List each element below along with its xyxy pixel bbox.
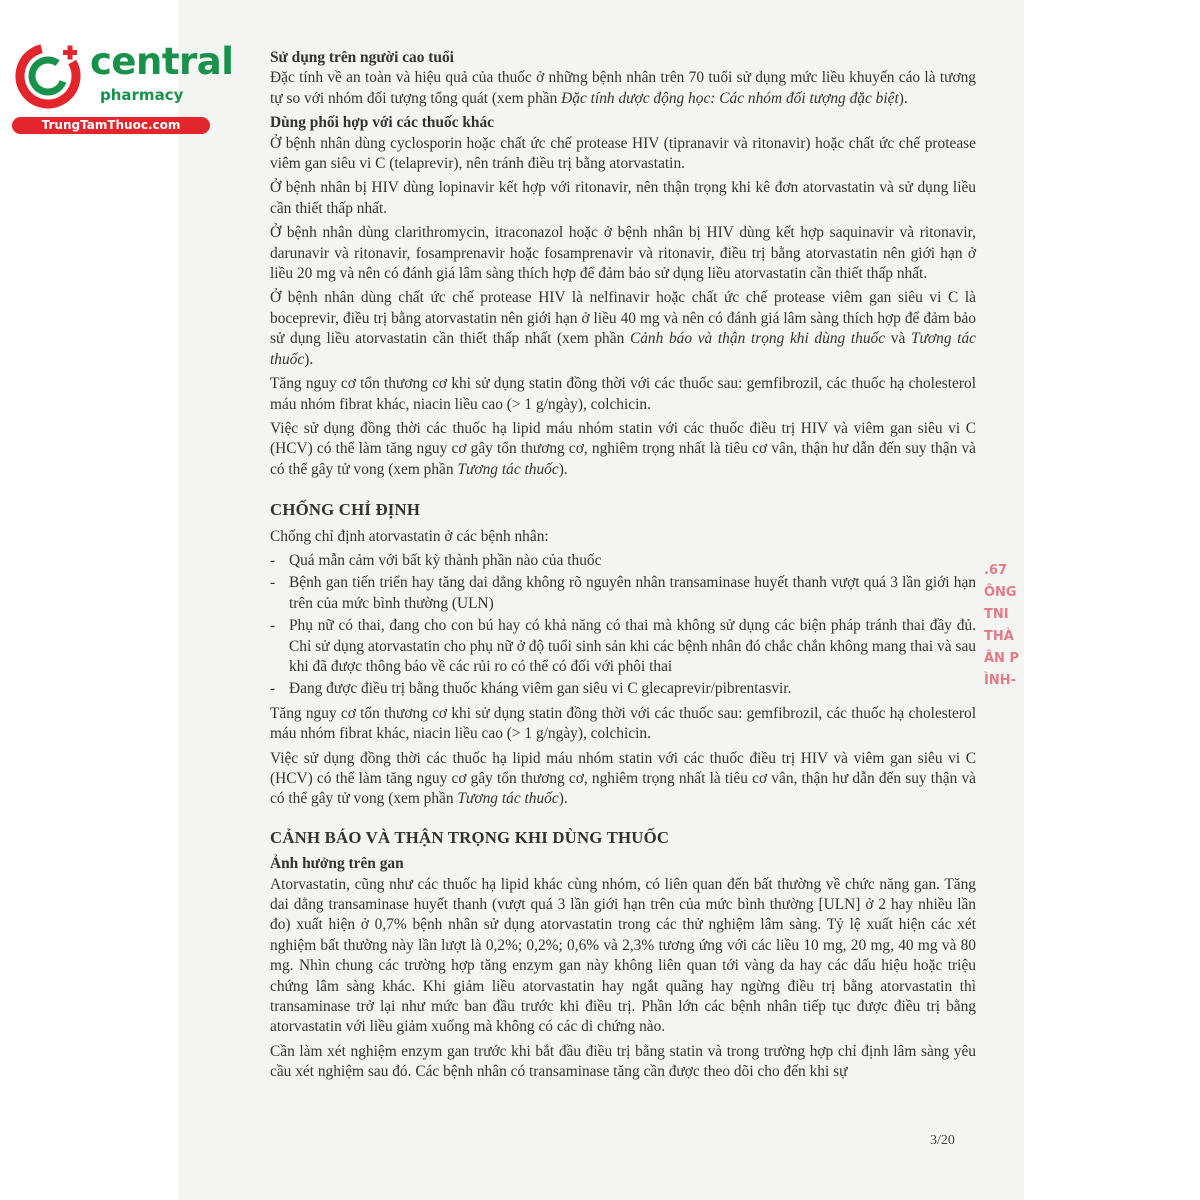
- list-item-text: Bệnh gan tiến triển hay tăng dai dẳng không rõ nguyên nhân transaminase huyết thanh vượt quá 3 lần giới hạn trên của mức bình thường (ULN): [289, 574, 976, 612]
- paragraph: Tăng nguy cơ tổn thương cơ khi sử dụng statin đồng thời với các thuốc sau: gemfibrozil, các thuốc hạ cholesterol máu nhóm fibrat khác, niacin liều cao (> 1 g/ngày), colchicin.: [270, 375, 976, 413]
- paragraph: [270, 68, 976, 109]
- list-item-text: Đang được điều trị bằng thuốc kháng viêm gan siêu vi C glecaprevir/pibrentasvir.: [289, 680, 792, 698]
- reference-link: Đặc tính dược động học: Các nhóm đối tượng đặc biệt: [561, 89, 899, 107]
- section-heading-warnings: CẢNH BÁO VÀ THẬN TRỌNG KHI DÙNG THUỐC: [270, 827, 670, 847]
- paragraph: Ở bệnh nhân bị HIV dùng lopinavir kết hợp với ritonavir, nên thận trọng khi kê đơn atorvastatin và sử dụng liều cần thiết thấp nhất.: [270, 179, 976, 217]
- dash-bullet: -: [270, 680, 276, 698]
- paragraph: Cần làm xét nghiệm enzym gan trước khi bắt đầu điều trị bằng statin và trong trường hợp chỉ định lâm sàng yêu cầu xét nghiệm sau đó. Các bệnh nhân có transaminase tăng cần được theo dõi cho đến khi sự: [270, 1042, 976, 1081]
- document-body: [270, 48, 976, 1087]
- stamp-line: ÌNH-: [984, 673, 1016, 688]
- stamp-line: ÂN P: [984, 651, 1019, 666]
- stamp-line: THÀ: [984, 629, 1014, 644]
- logo-brand-text: central: [90, 40, 234, 83]
- paragraph: [270, 749, 976, 810]
- stamp-line: ÔNG: [984, 585, 1017, 600]
- subheading-liver: Ảnh hưởng trên gan: [270, 855, 404, 873]
- paragraph: Atorvastatin, cũng như các thuốc hạ lipid khác cùng nhóm, có liên quan đến bất thường về chức năng gan. Tăng dai dẳng transaminase huyết thanh (vượt quá 3 lần giới hạn trên của mức bình thường [ULN] ở 2 hay nhiều lần đo) xuất hiện ở 0,7% bệnh nhân sử dụng atorvastatin trong các thử nghiệm lâm sàng. Tỷ lệ xuất hiện các xét nghiệm bất thường này lần lượt là 0,2%; 0,2%; 0,6% và 2,3% tương ứng với các liều 10 mg, 20 mg, 40 mg và 80 mg. Nhìn chung các trường hợp tăng enzym gan này không liên quan tới vàng da hay các dấu hiệu hoặc triệu chứng lâm sàng khác. Khi giảm liều atorvastatin hay ngắt quãng hay ngừng điều trị bằng atorvastatin thì transaminase trở lại như mức ban đầu trước khi điều trị. Phần lớn các bệnh nhân tiếp tục được điều trị bằng atorvastatin với liều giảm xuống mà không có các di chứng nào.: [270, 875, 976, 1036]
- stamp-line: TNI: [984, 607, 1009, 622]
- paragraph: Tăng nguy cơ tổn thương cơ khi sử dụng statin đồng thời với các thuốc sau: gemfibrozil, các thuốc hạ cholesterol máu nhóm fibrat khác, niacin liều cao (> 1 g/ngày), colchicin.: [270, 704, 976, 743]
- subheading-combination: Dùng phối hợp với các thuốc khác: [270, 114, 495, 132]
- list-item-text: Quá mẫn cảm với bất kỳ thành phần nào của thuốc: [289, 551, 602, 569]
- reference-link: Tương tác thuốc: [457, 790, 559, 808]
- reference-link: Tương tác thuốc: [457, 460, 559, 478]
- text: ).: [304, 350, 314, 368]
- stamp-line: .67: [984, 563, 1008, 578]
- text: Ở bệnh nhân dùng chất ức chế protease HIV là nelfinavir hoặc chất ức chế protease viêm gan siêu vi C là boceprevir, điều trị bằng atorvastatin nên giới hạn ở liều 40 mg và nên có đánh giá lâm sàng thích hợp để đảm bảo sử dụng liều atorvastatin cần thiết thấp nhất (xem phần: [270, 289, 976, 348]
- paragraph: Chống chỉ định atorvastatin ở các bệnh nhân:: [270, 527, 549, 545]
- page-number: 3/20: [930, 1133, 955, 1148]
- logo-sub-text: pharmacy: [100, 86, 184, 104]
- list-item-text: Phụ nữ có thai, đang cho con bú hay có khả năng có thai mà không sử dụng các biện pháp tránh thai đầy đủ. Chỉ sử dụng atorvastatin cho phụ nữ ở độ tuổi sinh sản khi các bệnh nhân đó chắc chắn không mang thai và sau khi đã được thông báo về các rủi ro có thể có đối với phôi thai: [289, 617, 976, 675]
- text: ).: [898, 89, 908, 107]
- logo-site-badge: TrungTamThuoc.com: [12, 117, 210, 134]
- text: ).: [558, 460, 568, 478]
- text: ).: [558, 790, 568, 808]
- list-item: [270, 551, 976, 571]
- list-item: [270, 679, 976, 699]
- section-heading-contraindications: CHỐNG CHỈ ĐỊNH: [270, 500, 421, 520]
- reference-link: Cảnh báo và thận trọng khi dùng thuốc: [629, 330, 886, 348]
- dash-bullet: -: [270, 551, 276, 569]
- paragraph: [270, 419, 976, 480]
- text: Việc sử dụng đồng thời các thuốc hạ lipid máu nhóm statin với các thuốc điều trị HIV và viêm gan siêu vi C (HCV) có thể làm tăng nguy cơ gây tổn thương cơ, nghiêm trọng nhất là tiêu cơ vân, thận hư dẫn đến suy thận và có thể gây tử vong (xem phần: [270, 419, 976, 478]
- contraindication-list: [270, 551, 976, 700]
- reference-link: Tương tác thuốc: [270, 330, 976, 368]
- red-stamp: [984, 560, 1020, 710]
- paragraph: Ở bệnh nhân dùng clarithromycin, itraconazol hoặc ở bệnh nhân bị HIV dùng kết hợp saquinavir và ritonavir, darunavir và ritonavir, fosamprenavir hoặc fosamprenavir và ritonavir, điều trị bằng atorvastatin nên giới hạn ở liều 20 mg và nên có đánh giá lâm sàng thích hợp để đảm bảo sử dụng liều atorvastatin cần thiết thấp nhất.: [270, 224, 976, 283]
- paragraph: Ở bệnh nhân dùng cyclosporin hoặc chất ức chế protease HIV (tipranavir và ritonavir) hoặc chất ức chế protease viêm gan siêu vi C (telaprevir), nên tránh điều trị bằng atorvastatin.: [270, 134, 976, 173]
- text: Việc sử dụng đồng thời các thuốc hạ lipid máu nhóm statin với các thuốc điều trị HIV và viêm gan siêu vi C (HCV) có thể làm tăng nguy cơ gây tổn thương cơ, nghiêm trọng nhất là tiêu cơ vân, thận hư dẫn đến suy thận và có thể gây tử vong (xem phần: [270, 749, 976, 808]
- central-pharmacy-logo[interactable]: [10, 36, 234, 136]
- pharmacy-logo-icon: [10, 36, 90, 116]
- list-item: [270, 573, 976, 614]
- text: và: [885, 330, 911, 348]
- paragraph: [270, 288, 976, 370]
- dash-bullet: -: [270, 617, 276, 635]
- dash-bullet: -: [270, 574, 276, 592]
- subheading-elderly: Sử dụng trên người cao tuổi: [270, 49, 454, 66]
- list-item: [270, 616, 976, 677]
- text: Đặc tính về an toàn và hiệu quả của thuốc ở những bệnh nhân trên 70 tuổi sử dụng mức liều khuyến cáo là tương tự so với nhóm đối tượng tổng quát (xem phần: [270, 69, 976, 107]
